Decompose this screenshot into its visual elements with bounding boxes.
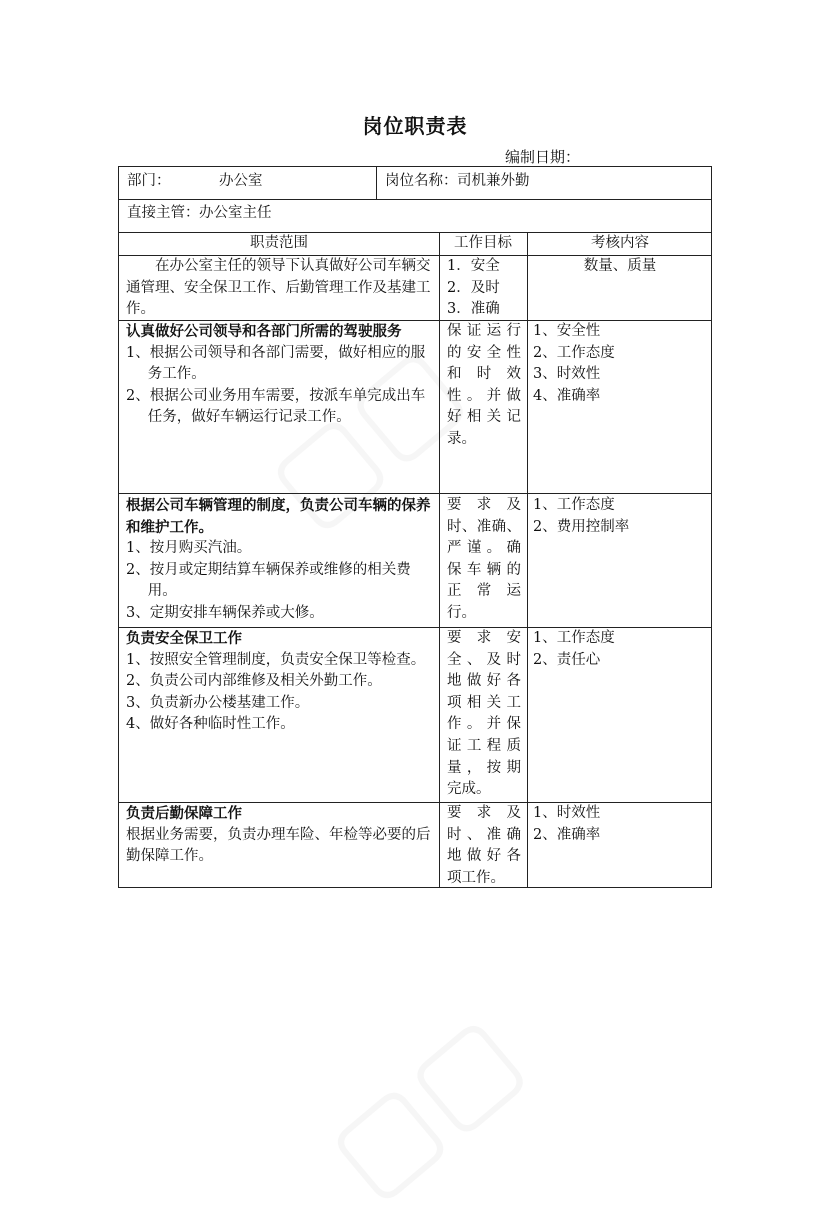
assessment-item: 2、费用控制率	[533, 518, 630, 535]
goal-line: 时、准确、	[447, 518, 521, 535]
page-title: 岗位职责表	[362, 114, 468, 138]
scope-title: 认真做好公司领导和各部门所需的驾驶服务	[126, 323, 402, 340]
goal-line: 项相关工	[447, 694, 521, 711]
scope-item: 2、根据公司业务用车需要，按派车单完成出车任务，做好车辆运行记录工作。	[126, 387, 426, 426]
scope-title: 负责后勤保障工作	[126, 805, 242, 822]
goal-line: 地做好各	[447, 848, 521, 865]
column-header-goal: 工作目标	[454, 235, 512, 251]
table-row-assessment	[533, 628, 615, 671]
goal-line: 保车辆的	[447, 561, 521, 578]
date-label: 编制日期：	[505, 148, 581, 166]
row-divider	[119, 493, 711, 494]
goal-line: 全、及时	[447, 651, 521, 668]
watermark	[303, 988, 545, 1220]
goal-line: 要 求 及	[447, 805, 521, 821]
table-row-assessment: 数量、质量	[583, 258, 657, 274]
goal-line: 和 时 效	[447, 366, 521, 383]
goal-item: 3．准确	[447, 301, 500, 318]
column-header-assessment: 考核内容	[591, 235, 649, 251]
goal-line: 保证运行	[447, 323, 521, 339]
scope-item: 2、按月或定期结算车辆保养或维修的相关费用。	[126, 561, 411, 600]
goal-line: 性。并做	[447, 387, 521, 404]
assessment-item: 1、时效性	[533, 805, 601, 821]
department-value: 办公室	[219, 173, 263, 189]
table-row-scope	[126, 495, 434, 625]
table-row-scope	[126, 803, 434, 868]
goal-line: 录。	[447, 430, 476, 447]
responsibility-table	[118, 166, 712, 888]
goal-item: 2．及时	[447, 279, 500, 296]
table-row-assessment	[533, 803, 600, 846]
position-label: 岗位名称：	[385, 173, 458, 189]
goal-line: 要 求 安	[447, 630, 521, 646]
goal-line: 要 求 及	[447, 497, 521, 513]
assessment-item: 2、责任心	[533, 651, 601, 668]
assessment-item: 2、工作态度	[533, 344, 615, 361]
table-row-goal	[447, 628, 521, 801]
goal-line: 完成。	[447, 781, 491, 798]
scope-item: 3、定期安排车辆保养或大修。	[126, 604, 324, 621]
goal-line: 好相关记	[447, 409, 521, 426]
goal-item: 1．安全	[447, 258, 500, 274]
table-row-scope	[126, 628, 434, 736]
col-divider	[376, 167, 377, 199]
scope-item: 1、根据公司领导和各部门需要，做好相应的服务工作。	[126, 344, 426, 383]
table-row-assessment	[533, 495, 629, 538]
table-row-goals	[447, 256, 500, 321]
assessment-item: 3、时效性	[533, 366, 601, 383]
column-header-scope: 职责范围	[250, 235, 308, 251]
scope-item: 4、做好各种临时性工作。	[126, 716, 295, 733]
assessment-item: 2、准确率	[533, 826, 601, 843]
scope-title: 负责安全保卫工作	[126, 630, 242, 647]
table-row-goal	[447, 803, 521, 889]
goal-line: 的安全性	[447, 344, 521, 361]
table-row-goal	[447, 321, 521, 451]
scope-item: 1、按月购买汽油。	[126, 540, 252, 557]
goal-line: 证工程质	[447, 737, 521, 754]
scope-text: 根据业务需要，负责办理车险、年检等必要的后勤保障工作。	[126, 826, 431, 865]
goal-line: 严谨。确	[447, 540, 521, 557]
col-divider	[439, 232, 440, 888]
assessment-item: 1、工作态度	[533, 497, 615, 513]
supervisor-label: 直接主管：	[127, 205, 200, 221]
table-row-goal	[447, 495, 521, 625]
goal-line: 项工作。	[447, 869, 505, 886]
table-row-scope: 在办公室主任的领导下认真做好公司车辆交通管理、安全保卫工作、后勤管理工作及基建工作。	[126, 258, 431, 318]
assessment-item: 1、安全性	[533, 323, 601, 339]
goal-line: 正 常 运	[447, 583, 521, 600]
goal-line: 行。	[447, 604, 476, 621]
supervisor-value: 办公室主任	[199, 205, 272, 221]
goal-line: 地做好各	[447, 673, 521, 690]
row-divider	[119, 199, 711, 200]
scope-item: 1、按照安全管理制度，负责安全保卫等检查。	[126, 651, 426, 668]
scope-item: 3、负责新办公楼基建工作。	[126, 694, 310, 711]
position-value: 司机兼外勤	[457, 173, 530, 189]
col-divider	[527, 232, 528, 888]
table-row-assessment	[533, 321, 615, 407]
goal-line: 时、准确	[447, 826, 521, 843]
scope-item: 2、负责公司内部维修及相关外勤工作。	[126, 673, 382, 690]
department-label: 部门：	[127, 173, 171, 189]
goal-line: 作。并保	[447, 716, 521, 733]
assessment-item: 1、工作态度	[533, 630, 615, 646]
assessment-item: 4、准确率	[533, 387, 601, 404]
goal-line: 量，按期	[447, 759, 521, 776]
table-row-scope	[126, 321, 434, 429]
scope-title: 根据公司车辆管理的制度，负责公司车辆的保养和维护工作。	[126, 497, 431, 536]
